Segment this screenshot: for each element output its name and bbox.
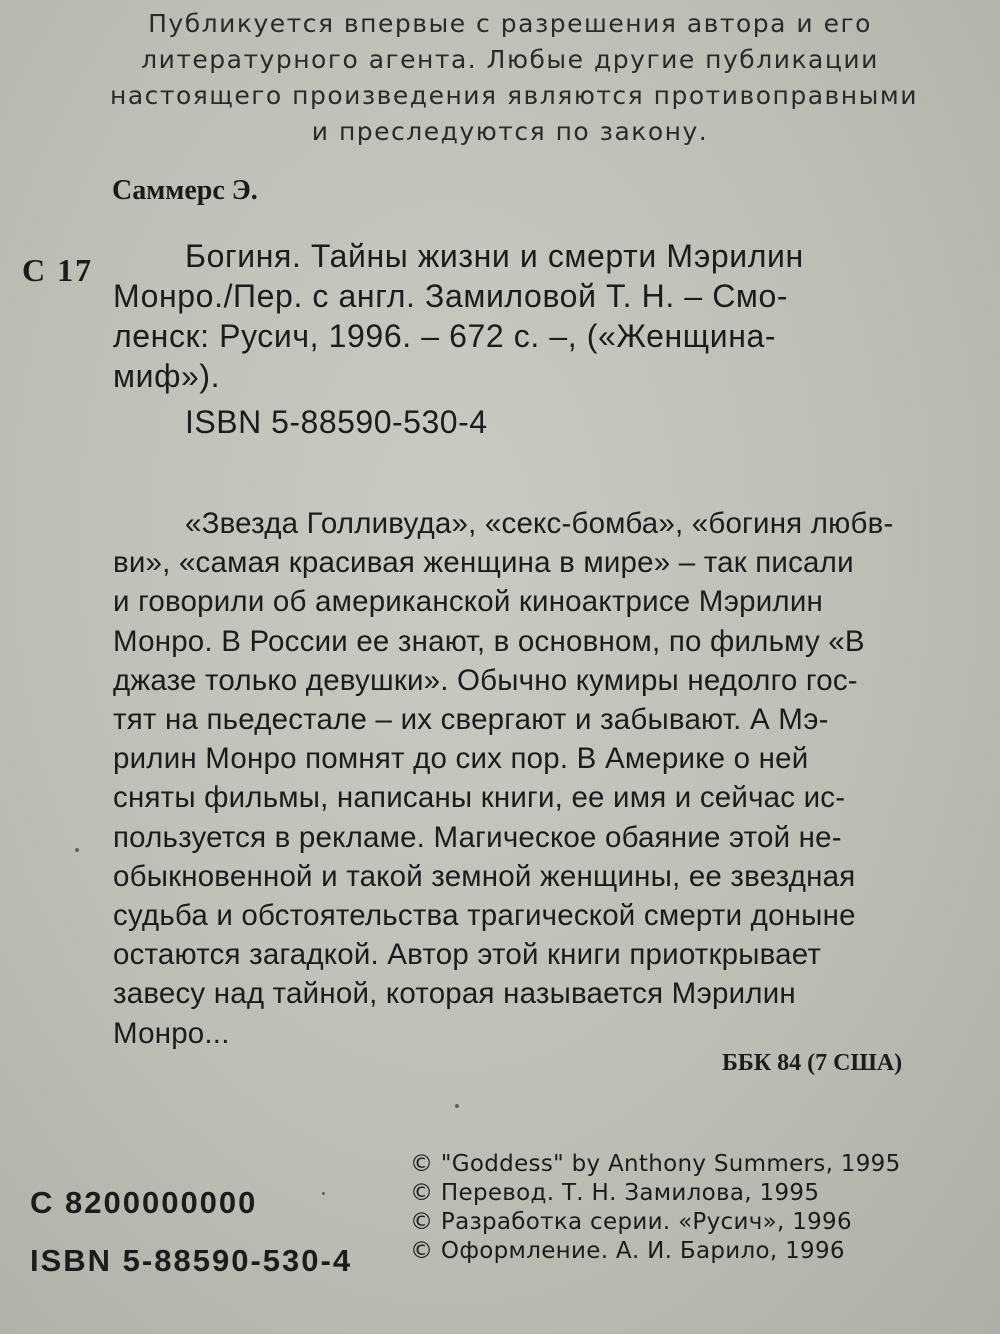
annotation-line: Монро... [113,1016,230,1050]
annotation-line: «Звезда Голливуда», «секс-бомба», «богиня любв- [185,507,894,540]
bibliographic-description [113,236,923,396]
copyright-notice [110,6,918,150]
notice-line: Публикуется впервые с разрешения автора и его [148,9,872,38]
copyright-block [410,1150,930,1266]
annotation-line: джазе только девушки». Обычно кумиры недолго гос- [113,663,858,697]
author-heading: Саммерс Э. [112,175,258,206]
annotation-line: рилин Монро помнят до сих пор. В Америке о ней [113,742,809,776]
copyright-line: © "Goddess" by Anthony Summers, 1995 [410,1151,901,1177]
copyright-line: © Разработка серии. «Русич», 1996 [410,1209,852,1235]
annotation-line: ви», «самая красивая женщина в мире» – так писали [113,546,854,580]
notice-line: литературного агента. Любые другие публикации [141,45,879,74]
annotation-line: судьба и обстоятельства трагической смерти доныне [113,899,856,933]
paper-speck [455,1104,459,1108]
annotation-line: и говорили об американской киноактрисе Мэрилин [113,585,824,619]
biblio-line: Монро./Пер. с англ. Замиловой Т. Н. – Смо- [113,278,789,314]
annotation-line: завесу над тайной, которая называется Мэрилин [113,977,796,1011]
copyright-line: © Оформление. А. И. Барило, 1996 [410,1238,845,1264]
catalog-code: С 8200000000 [30,1185,258,1220]
notice-line: настоящего произведения являются противоправными [110,81,918,110]
annotation-line: пользуется в рекламе. Магическое обаяние этой не- [113,820,842,854]
annotation-line: сняты фильмы, написаны книги, ее имя и сейчас ис- [113,781,846,815]
isbn-bottom: ISBN 5-88590-530-4 [30,1243,353,1278]
bbk-classification: ББК 84 (7 США) [722,1050,903,1076]
paper-speck [322,1192,325,1195]
annotation-line: Монро. В России ее знают, в основном, по фильму «В [113,624,865,658]
catalog-codes [30,1174,352,1290]
isbn-line: ISBN 5-88590-530-4 [185,404,488,440]
library-index-code: С 17 [22,252,94,288]
copyright-line: © Перевод. Т. Н. Замилова, 1995 [410,1180,820,1206]
paper-speck [75,848,79,852]
biblio-line: ленск: Русич, 1996. – 672 с. –, («Женщина- [113,318,777,354]
annotation-line: остаются загадкой. Автор этой книги приоткрывает [113,938,822,972]
annotation-line: тят на пьедестале – их свергают и забывают. А Мэ- [113,703,829,737]
biblio-line: Богиня. Тайны жизни и смерти Мэрилин [185,238,804,274]
biblio-line: миф»). [113,358,221,394]
notice-line: и преследуются по закону. [311,117,709,146]
annotation-paragraph [113,504,923,1053]
annotation-line: обыкновенной и такой земной женщины, ее звездная [113,859,856,893]
